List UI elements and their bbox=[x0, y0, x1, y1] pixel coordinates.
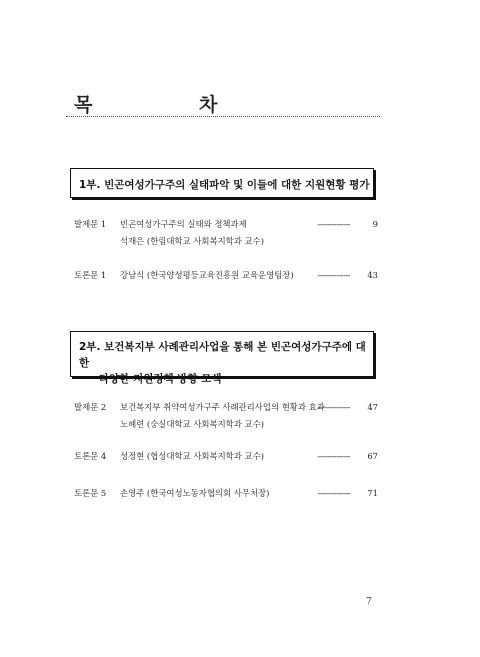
entry-title: 보건복지부 취약여성가구주 사례관리사업의 현황과 효과 bbox=[120, 402, 325, 412]
entry-page-number: 71 bbox=[367, 488, 378, 498]
entry-title: 손영주 (한국여성노동자협의회 사무처장) bbox=[120, 488, 270, 498]
part-1-label: 1부. 빈곤여성가구주의 실태파악 및 이들에 대한 지원현황 평가 bbox=[79, 179, 370, 191]
part-2-label-line-1: 2부. 보건복지부 사례관리사업을 통해 본 빈곤여성가구주에 대한 bbox=[79, 341, 366, 369]
entry-leader: -------------- bbox=[317, 270, 350, 280]
entry-body bbox=[120, 485, 330, 502]
entry-page-number: 43 bbox=[367, 270, 378, 280]
entry-page-number: 67 bbox=[367, 451, 378, 461]
entry-page-number: 47 bbox=[367, 402, 378, 412]
entry-title: 강남식 (한국양성평등교육진흥원 교육운영팀장) bbox=[120, 270, 294, 280]
title-divider bbox=[66, 116, 380, 117]
entry-author: 노혜련 (숭실대학교 사회복지학과 교수) bbox=[120, 419, 264, 429]
part-2-heading bbox=[70, 331, 374, 385]
entry-title: 빈곤여성가구주의 실태와 정책과제 bbox=[120, 219, 247, 229]
entry-role: 토론문 4 bbox=[74, 451, 107, 461]
entry-role: 토론문 5 bbox=[74, 488, 107, 498]
entry-role: 토론문 1 bbox=[74, 270, 107, 280]
entry-page-number: 9 bbox=[372, 219, 378, 229]
part-1-heading bbox=[70, 168, 374, 198]
entry-title: 성정현 (협성대학교 사회복지학과 교수) bbox=[120, 451, 264, 461]
entry-body bbox=[120, 267, 330, 284]
entry-body bbox=[120, 448, 330, 465]
entry-role: 발제문 1 bbox=[74, 219, 107, 229]
entry-leader: -------------- bbox=[317, 219, 350, 229]
entry-leader: -------------- bbox=[317, 402, 350, 412]
page-title: 목 차 bbox=[74, 94, 268, 116]
entry-leader: -------------- bbox=[317, 451, 350, 461]
page-number: 7 bbox=[366, 597, 372, 607]
entry-author: 석재은 (한림대학교 사회복지학과 교수) bbox=[120, 236, 264, 246]
entry-leader: -------------- bbox=[317, 488, 350, 498]
part-2-label-line-2: 다양한 지원정책 방향 모색 bbox=[99, 373, 222, 385]
entry-role: 발제문 2 bbox=[74, 402, 107, 412]
entry-body bbox=[120, 216, 330, 250]
